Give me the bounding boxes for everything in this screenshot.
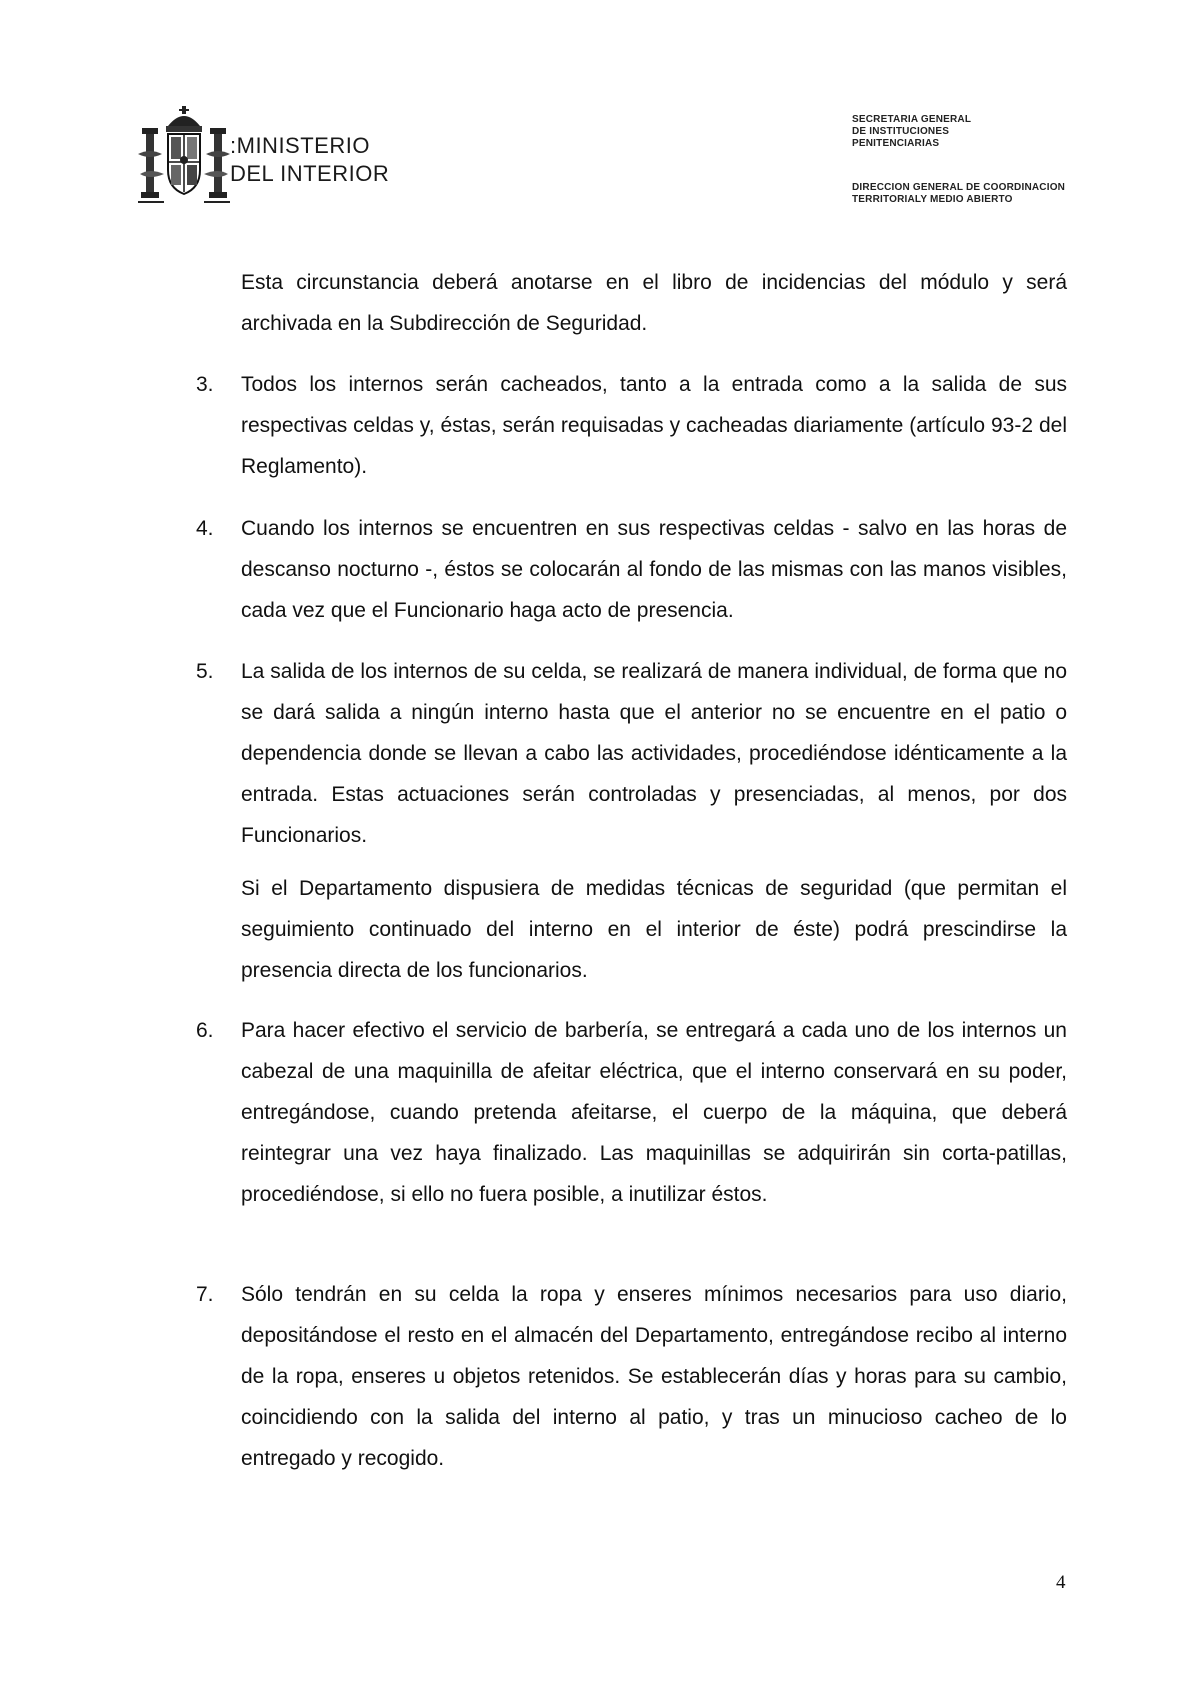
list-item-5: [196, 651, 1067, 856]
list-item-6: [196, 1010, 1067, 1215]
list-item-4: [196, 508, 1067, 631]
list-item-3: [196, 364, 1067, 487]
header-right-block: [852, 114, 1065, 206]
list-item-5-continuation: [241, 868, 1067, 991]
spanish-coat-of-arms-icon: [138, 104, 230, 208]
item-paragraph: La salida de los internos de su celda, se realizará de manera individual, de forma que no se dará salida a ningún interno hasta que el anterior no se encuentre en el patio o dependencia donde se llevan a cabo las actividades, procediéndose idénticamente a la entrada. Estas actuaciones serán controladas y presenciadas, al menos, por dos Funcionarios.: [241, 660, 1067, 847]
intro-paragraph: Esta circunstancia deberá anotarse en el libro de incidencias del módulo y será archivada en la Subdirección de Seguridad.: [241, 271, 1067, 335]
ministry-name: [230, 132, 389, 188]
direccion-line-2: TERRITORIALY MEDIO ABIERTO: [852, 194, 1013, 205]
ministry-line-2: DEL INTERIOR: [230, 161, 390, 186]
item-number: 4.: [196, 517, 214, 540]
item-paragraph: Todos los internos serán cacheados, tanto a la entrada como a la salida de sus respectivas celdas y, éstas, serán requisadas y cacheadas diariamente (artículo 93-2 del Reglamento).: [241, 373, 1067, 478]
item-paragraph: Para hacer efectivo el servicio de barbería, se entregará a cada uno de los internos un cabezal de una maquinilla de afeitar eléctrica, que el interno conservará en su poder, entregándose, cuando pretenda afeitarse, el cuerpo de la máquina, que deberá reintegrar una vez haya finalizado. Las maquinillas se adquirirán sin corta-patillas, procediéndose, si ello no fuera posible, a inutilizar éstos.: [241, 1019, 1067, 1206]
secretaria-line-2: DE INSTITUCIONES: [852, 126, 950, 137]
direccion-line-1: DIRECCION GENERAL DE COORDINACION: [852, 182, 1066, 193]
item-paragraph: Cuando los internos se encuentren en sus respectivas celdas - salvo en las horas de descanso nocturno -, éstos se colocarán al fondo de las mismas con las manos visibles, cada vez que el Funcionario haga acto de presencia.: [241, 517, 1067, 622]
item-number: 6.: [196, 1019, 214, 1042]
item-paragraph: Sólo tendrán en su celda la ropa y enseres mínimos necesarios para uso diario, depositándose el resto en el almacén del Departamento, entregándose recibo al interno de la ropa, enseres u objetos retenidos. Se establecerán días y horas para su cambio, coincidiendo con la salida del interno al patio, y tras un minucioso cacheo de lo entregado y recogido.: [241, 1283, 1067, 1470]
ministry-line-1: :MINISTERIO: [230, 133, 370, 158]
page-number: 4: [1056, 1572, 1066, 1593]
secretaria-line-3: PENITENCIARIAS: [852, 138, 940, 149]
item-number: 7.: [196, 1283, 214, 1306]
item-number: 3.: [196, 373, 214, 396]
item-number: 5.: [196, 660, 214, 683]
list-item-7: [196, 1274, 1067, 1479]
item-paragraph: Si el Departamento dispusiera de medidas técnicas de seguridad (que permitan el seguimiento continuado del interno en el interior de éste) podrá prescindirse la presencia directa de los funcionarios.: [241, 877, 1067, 982]
secretaria-line-1: SECRETARIA GENERAL: [852, 114, 972, 125]
